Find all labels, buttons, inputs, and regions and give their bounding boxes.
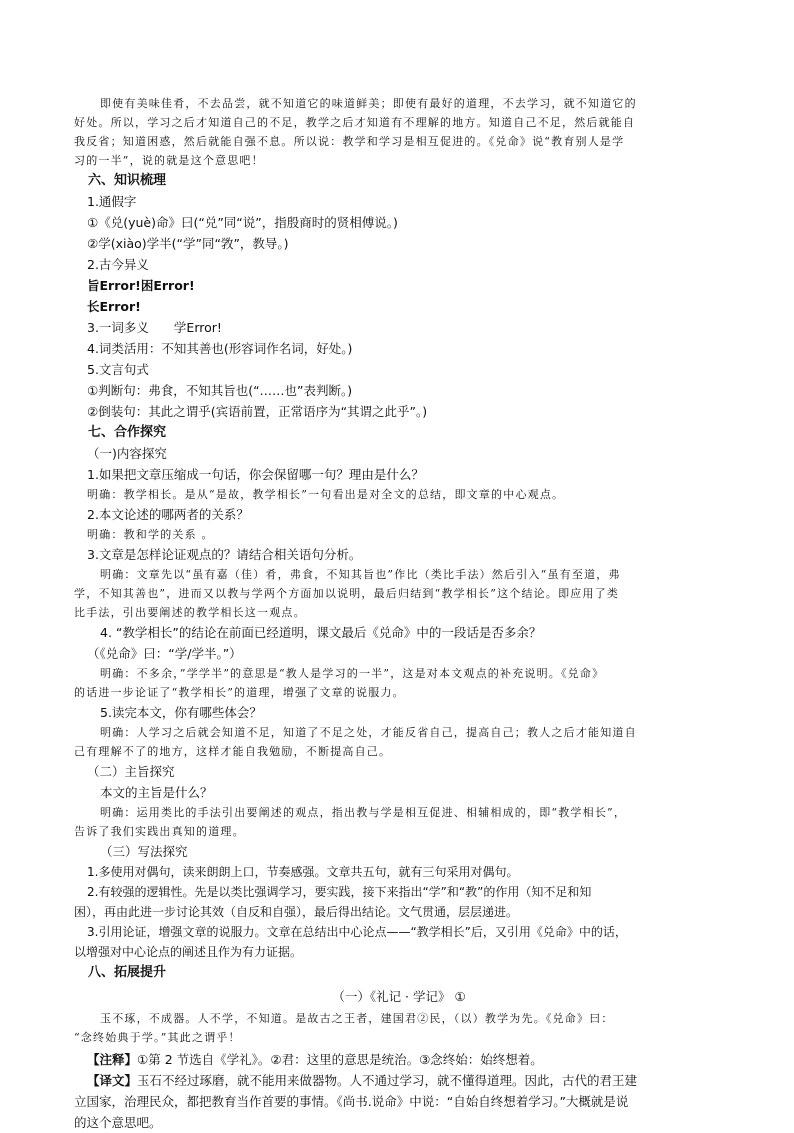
writing-point-3-line: 以增强对中心论点的阐述且作为有力证据。	[74, 945, 303, 959]
question-1: 1.如果把文章压缩成一句话，你会保留哪一句？理由是什么？	[87, 467, 424, 482]
gujin-yiyi-item: 长Error!	[87, 299, 141, 314]
yici-duoyi: 3.一词多义 学Error!	[87, 320, 222, 335]
question-6: 本文的主旨是什么？	[100, 785, 213, 800]
answer-3-line: 比手法，引出要阐述的教学相长这一观点。	[74, 606, 306, 619]
intro-line: 好处。所以，学习之后才知道自己的不足，教学之后才知道有不理解的地方。知道自己不足，然后就能自	[74, 116, 636, 129]
writing-point-2-line: 2.有较强的逻辑性。先是以类比强调学习，要实践，接下来指出“学”和“教”的作用（知不足和知	[87, 885, 592, 899]
page-content	[74, 94, 724, 1133]
annotation	[74, 1049, 724, 1070]
intro-line: 即使有美味佳肴，不去品尝，就不知道它的味道鲜美；即使有最好的道理，不去学习，就不知道它的	[100, 97, 637, 110]
gujin-yiyi-item: 旨Error!困Error!	[87, 278, 195, 293]
wenyan-jushi-heading: 5.文言句式	[87, 362, 149, 377]
question-4: 4. “教学相长”的结论在前面已经道明，课文最后《兑命》中的一段话是否多余？	[100, 625, 542, 640]
section-7-heading: 七、合作探究	[88, 425, 167, 440]
answer-2: 明确：教和学的关系 。	[87, 528, 214, 541]
translation-line: 的这个意思吧。	[74, 1115, 162, 1130]
writing-point-3-line: 3.引用论证，增强文章的说服力。文章在总结出中心论点——“教学相长”后，又引用《兑命》中的话，	[87, 925, 627, 939]
section-6-heading: 六、知识梳理	[88, 173, 167, 188]
answer-4-line: 明确：不多余，”学学半”的意思是“教人是学习的一半”，这是对本文观点的补充说明。《兑命》	[100, 667, 605, 680]
extension-title: （一）《礼记 · 学记》 ①	[332, 989, 466, 1004]
translation-line: 立国家，治理民众，都把教育当作首要的事情。《尚书.说命》中说：“自始自终想着学习。”大概就是说	[74, 1094, 629, 1109]
writing-point-2-line: 困），再由此进一步讨论其效（自反和自强），最后得出结论。文气贯通，层层递进。	[74, 905, 519, 919]
answer-6-line: 明确：运用类比的手法引出要阐述的观点，指出教与学是相互促进、相辅相成的，即“教学相长”，	[100, 806, 627, 819]
translation-label: 【译文】	[87, 1073, 138, 1088]
intro-line: 习的一半”，说的就是这个意思吧！	[74, 154, 264, 167]
translation-line	[74, 1070, 724, 1091]
section-8-heading: 八、拓展提升	[88, 965, 167, 980]
answer-1: 明确：教学相长。是从“是故，教学相长”一句看出是对全文的总结，即文章的中心观点。	[87, 488, 565, 501]
gujin-yiyi-heading: 2.古今异义	[87, 257, 149, 272]
tongjiazi-item: ①《兑(yuè)命》曰(“兑”同“说”，指殷商时的贤相傅说。)	[87, 215, 398, 230]
translation-text: 玉石不经过琢磨，就不能用来做器物。人不通过学习，就不懂得道理。因此，古代的君王建	[137, 1073, 638, 1088]
question-3: 3.文章是怎样论证观点的？请结合相关语句分析。	[87, 547, 362, 562]
answer-6-line: 告诉了我们实践出真知的道理。	[74, 825, 245, 838]
theme-inquiry-heading: （二）主旨探究	[87, 764, 175, 779]
question-4-quote: （《兑命》曰：“学/学半。”）	[87, 646, 242, 661]
wenyan-jushi-item: ②倒装句：其此之谓乎(宾语前置，正常语序为“其谓之此乎”。)	[87, 404, 428, 419]
answer-3-line: 学，不知其善也”，进而又以教与学两个方面加以说明，最后归结到“教学相长”这个结论。即应用了类	[74, 587, 620, 600]
answer-5-line: 己有理解不了的地方，这样才能自我勉励，不断提高自己。	[74, 745, 392, 758]
cilei-huoyong: 4.词类活用：不知其善也(形容词作名词，好处。)	[87, 341, 353, 356]
wenyan-jushi-item: ①判断句：弗食，不知其旨也(“……也”表判断。)	[87, 383, 353, 398]
answer-5-line: 明确：人学习之后就会知道不足，知道了不足之处，才能反省自己，提高自己；教人之后才能知道自	[100, 726, 637, 739]
annotation-label: 【注释】	[87, 1052, 138, 1067]
tongjiazi-heading: 1.通假字	[87, 194, 137, 209]
tongjiazi-item: ②学(xiào)学半(“学”同“敩”，教导。)	[87, 236, 289, 251]
question-5: 5.读完本文，你有哪些体会？	[100, 705, 262, 720]
answer-4-line: 的话进一步论证了“教学相长”的道理，增强了文章的说服力。	[74, 686, 405, 699]
intro-translation	[74, 94, 724, 170]
classical-text-line: “念终始典于学。”其此之谓乎！	[74, 1031, 241, 1044]
annotation-text: ①第 2 节选自《学礼》。②君：这里的意思是统治。③念终始：始终想着。	[137, 1052, 543, 1067]
intro-line: 我反省；知道困惑，然后就能自强不息。所以说：教学和学习是相互促进的。《兑命》说“教育别人是学	[74, 135, 625, 148]
content-inquiry-heading: （一)内容探究	[87, 446, 167, 461]
writing-inquiry-heading: （三）写法探究	[100, 844, 188, 859]
writing-point-1: 1.多使用对偶句，读来朗朗上口，节奏感强。文章共五句，就有三句采用对偶句。	[87, 865, 519, 879]
classical-text-line: 玉不琢，不成器。人不学，不知道。是故古之王者，建国君②民，（以）教学为先。《兑命》曰：	[100, 1012, 614, 1025]
answer-3-line: 明确：文章先以“虽有嘉（佳）肴，弗食，不知其旨也”作比（类比手法）然后引入“虽有至道，弗	[100, 568, 621, 581]
question-2: 2.本文论述的哪两者的关系？	[87, 507, 249, 522]
